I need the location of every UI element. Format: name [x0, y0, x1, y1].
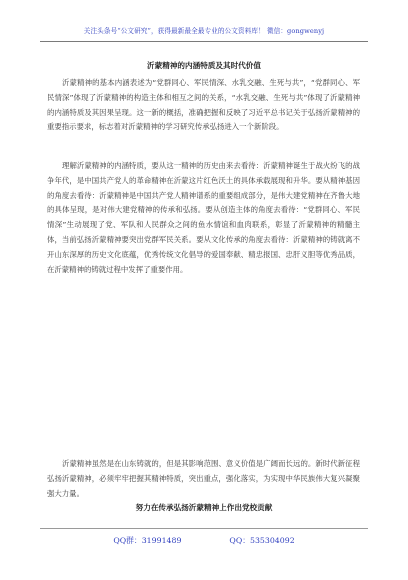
qq-number: QQ：535304092: [229, 536, 295, 545]
page-footer: [0, 535, 408, 546]
body-paragraph: 理解沂蒙精神的内涵特质，要从这一精神的历史由来去看待：沂蒙精神诞生于战火纷飞的战争年代，是中国共产党人的革命精神在沂蒙这片红色沃土的具体承载展现和升华。要从精神基因的角度去看待：沂蒙精神是中国共产党人精神谱系的重要组成部分，是伟大建党精神在齐鲁大地的具体呈现，是对伟大建党精神的传承和弘扬。要从创造主体的角度去看待：“党群同心、军民情深”生动展现了党、军队和人民群众之间的鱼水情谊和血肉联系，彰显了沂蒙精神的精髓主体，当前弘扬沂蒙精神要突出党群军民关系。要从文化传承的角度去看待：沂蒙精神的铸就离不开山东深厚的历史文化底蕴，优秀传统文化倡导的爱国奉献、精忠报国、忠肝义胆等优秀品质，在沂蒙精神的铸就过程中发挥了重要作用。: [47, 161, 360, 274]
section-title: 努力在传承弘扬沂蒙精神上作出党校贡献: [135, 503, 273, 512]
body-paragraph: 沂蒙精神虽然是在山东铸就的，但是其影响范围、意义价值是广阔而长远的。新时代新征程弘扬沂蒙精神，必须牢牢把握其精神特质，突出重点，强化落实，为实现中华民族伟大复兴凝聚强大力量。: [47, 459, 360, 498]
body-paragraph: 沂蒙精神的基本内涵表述为“党群同心、军民情深、水乳交融、生死与共”，“党群同心、军民情深”体现了沂蒙精神的构造主体和相互之间的关系，“水乳交融、生死与共”体现了沂蒙精神的内涵特质及其因果呈现。这一新的概括，准确把握和反映了习近平总书记关于弘扬沂蒙精神的重要指示要求，标志着对沂蒙精神的学习研究传承弘扬进入一个新阶段。: [47, 78, 360, 132]
footer-divider: [40, 528, 368, 529]
section-title: 沂蒙精神的内涵特质及其时代价值: [147, 61, 261, 70]
header-divider: [40, 41, 368, 42]
page-header-promo: 关注头条号“公文研究”，获得最新最全最专业的公文资料库！ 微信：gongwenyj: [83, 27, 325, 35]
qq-group-number: QQ群：31991489: [113, 536, 182, 545]
